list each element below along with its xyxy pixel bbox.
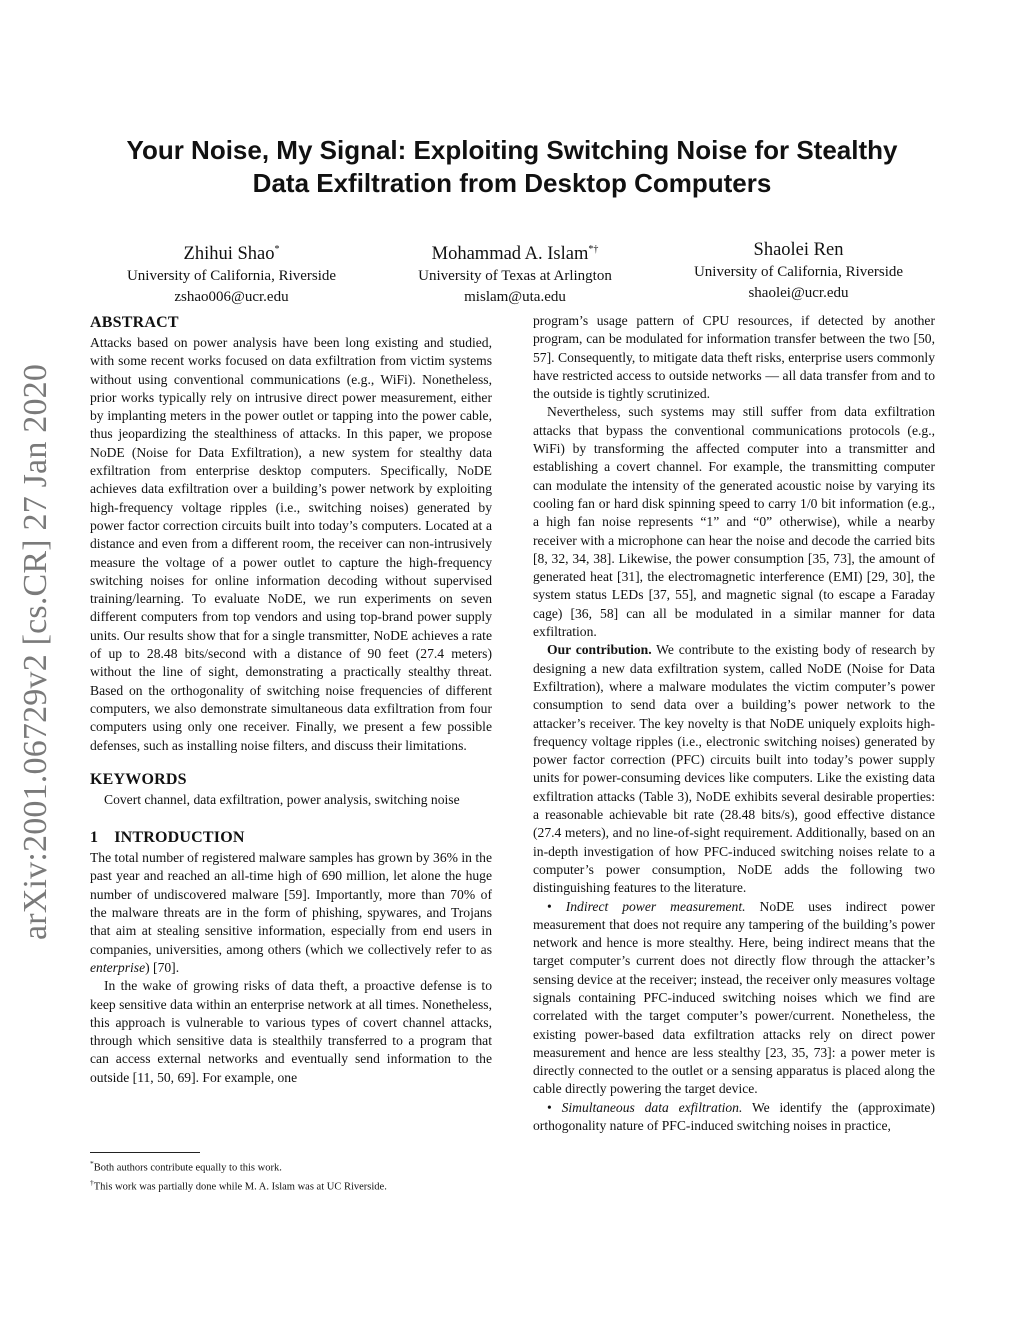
footnote-2 (90, 1176, 492, 1195)
section-title: INTRODUCTION (114, 829, 245, 847)
simultaneous-exfiltration-text: We identify the (approximate) orthogonality nature of PFC-induced switching noises in practice, (533, 1099, 935, 1134)
footnote-rule (90, 1152, 200, 1153)
footnote-1 (90, 1157, 492, 1176)
right-paragraph-2: Nevertheless, such systems may still suffer from data exfiltration attacks that bypass the conventional communications protocols (e.g., WiFi) by transforming the affected computer into a transmitter and establishing a covert channel. For example, the transmitting computer can modulate the intensity of the generated acoustic noise by varying its cooling fan or hard disk spinning speed to carry 1/0 bit information (e.g., a high fan noise represents “1” and “0” otherwise), while a nearby receiver with a microphone can hear the noise and decode the carried bits [8, 32, 34, 38]. Likewise, the power consumption [35, 73], the amount of generated heat [31], the electromagnetic interference (EMI) [29, 30], the system status LEDs [37, 55], and magnetic signal (to escape a Faraday cage) [36, 58] can all be modulated in a similar manner for data exfiltration. (533, 404, 935, 640)
simultaneous-exfiltration-lead: Simultaneous data exfiltration. (561, 1099, 743, 1115)
title-line-2: Data Exfiltration from Desktop Computers (252, 168, 772, 198)
right-paragraph-1: program’s usage pattern of CPU resources, if detected by another program, can be modulated for information transfer between the two [50, 57]. Consequently, to mitigate data theft risks, enterprise users commonly have restricted access to outside networks — all data transfer from and to the outside is tightly scrutinized. (533, 313, 935, 402)
indirect-measurement-paragraph (533, 898, 935, 1099)
footnote-text: Both authors contribute equally to this work. (93, 1162, 282, 1174)
indirect-measurement-lead: Indirect power measurement. (565, 898, 746, 914)
abstract-heading: ABSTRACT (90, 314, 179, 331)
contribution-paragraph (533, 641, 935, 897)
author-mark: *† (588, 244, 599, 255)
keywords-heading: KEYWORDS (90, 770, 187, 788)
contribution-text: We contribute to the existing body of research by designing a new data exfiltration system, called NoDE (Noise for Data Exfiltration), where a malware modulates the victim computer’s power consumption to send data over a building’s power network to the attacker’s receiver. The key novelty is that NoDE uniquely exploits high-frequency voltage ripples (i.e., electronic switching noises) generated by power factor correction (PFC) circuits built into today’s power supply units for power-consuming devices like computers. Like the existing data exfiltration attacks (Table 3), NoDE exhibits several desirable properties: a reasonable achievable bit rate (28.48 bits/s), good effective distance (27.4 meters), and no line-of-sight requirement. Additionally, based on an in-depth investigation of how PFC-induced switching noises relate to a computer’s power consumption, NoDE adds the following two distinguishing features to the literature. (533, 642, 935, 896)
keywords-text: Covert channel, data exfiltration, power analysis, switching noise (104, 791, 460, 807)
author-email: shaolei@ucr.edu (748, 284, 849, 301)
author-1 (90, 238, 373, 307)
intro-paragraph-1 (90, 849, 492, 977)
footnote-mark: † (90, 1177, 94, 1187)
footnote-text: This work was partially done while M. A. Islam was at UC Riverside. (93, 1181, 387, 1192)
bullet-icon: • (547, 1099, 552, 1115)
author-name: Shaolei Ren (753, 240, 844, 260)
contribution-lead: Our contribution. (547, 642, 652, 658)
arxiv-id: arXiv:2001.06729v2 [cs.CR] 27 Jan 2020 (17, 363, 55, 941)
abstract-text: Attacks based on power analysis have been long existing and studied, with some recent works focused on data exfiltration from victim systems without using conventional communications (e.g., WiFi). Nonetheless, prior works typically rely on intrusive direct power measurement, either by implanting meters in the power outlet or tapping into the power cable, thus jeopardizing the stealthiness of attacks. In this paper, we propose NoDE (Noise for Data Exfiltration), a new system for stealthy data exfiltration from enterprise desktop computers. Specifically, NoDE achieves data exfiltration over a building’s power network by exploiting high-frequency voltage ripples (i.e., switching noises) generated by power factor correction circuits built into today’s computers. Located at a distance and even from a different room, the receiver can non-intrusively measure the voltage of a power outlet to capture the high-frequency switching noises for online information decoding without supervised training/learning. To evaluate NoDE, we run experiments on seven different computers from top vendors and using top-brand power supply units. Our results show that for a single transmitter, NoDE achieves a rate of up to 28.48 bits/second with a distance of 90 feet (27.4 meters) without the line of sight, demonstrating a practically stealthy threat. Based on the orthogonality of switching noise frequencies of different computers, we also demonstrate simultaneous data exfiltration from four computers using only one receiver. Finally, we present a few possible defenses, such as installing noise filters, and discuss their limitations. (90, 335, 492, 753)
title-line-1: Your Noise, My Signal: Exploiting Switching Noise for Stealthy (126, 135, 898, 165)
intro-p1-italic: enterprise (90, 959, 146, 975)
author-affiliation: University of Texas at Arlington (418, 268, 612, 285)
intro-paragraph-2: In the wake of growing risks of data theft, a proactive defense is to keep sensitive data within an enterprise network at all times. Nonetheless, this approach is vulnerable to various types of covert channel attacks, through which sensitive data is stealthily transferred to a program that can access external networks and eventually send information to the outside [11, 50, 69]. For example, one (90, 978, 492, 1085)
paper-title (80, 134, 944, 200)
author-mark: * (274, 244, 280, 255)
simultaneous-exfiltration-paragraph (533, 1099, 935, 1136)
footnote-mark: * (90, 1159, 94, 1168)
intro-p1-tail: ) [70]. (145, 959, 180, 975)
author-name: Mohammad A. Islam (431, 244, 589, 265)
author-2 (374, 238, 657, 307)
intro-p1-text: The total number of registered malware samples has grown by 36% in the past year and reached an all-time high of 690 million, let alone the huge number of undiscovered malware [59]. Importantly, more than 70% of the malware threats are in the form of phishing, spywares, and Trojans that aim at stealing sensitive information, especially from end users in companies, universities, among others (which we collectively refer to as (90, 850, 492, 957)
author-email: zshao006@ucr.edu (174, 288, 289, 305)
author-3 (657, 238, 940, 307)
footnotes (90, 1152, 492, 1194)
bullet-icon: • (547, 898, 552, 914)
left-column (90, 312, 492, 1087)
section-number: 1 (90, 829, 99, 847)
intro-heading (90, 827, 492, 849)
author-affiliation: University of California, Riverside (126, 268, 337, 285)
right-column (533, 312, 935, 1135)
arxiv-sidebar-stamp (6, 362, 66, 942)
author-email: mislam@uta.edu (464, 288, 566, 305)
indirect-measurement-text: NoDE uses indirect power measurement that does not require any tampering of the building’s power network and hence is more stealthy. Here, being indirect means that the target computer’s current does not directly flow through the attacker’s sensing device at the receiver; instead, the receiver only measures voltage signals containing PFC-induced switching noises which we find are correlated with the target computer’s power/current. Nonetheless, the existing power-based data exfiltration attacks rely on direct power measurement and hence are less stealthy [23, 35, 73]: a power meter is directly connected to the outlet or a sensing apparatus is placed along the cable directly powering the target device. (533, 898, 936, 1097)
author-affiliation: University of California, Riverside (693, 264, 904, 280)
author-block (90, 238, 940, 307)
author-name: Zhihui Shao (183, 244, 275, 265)
